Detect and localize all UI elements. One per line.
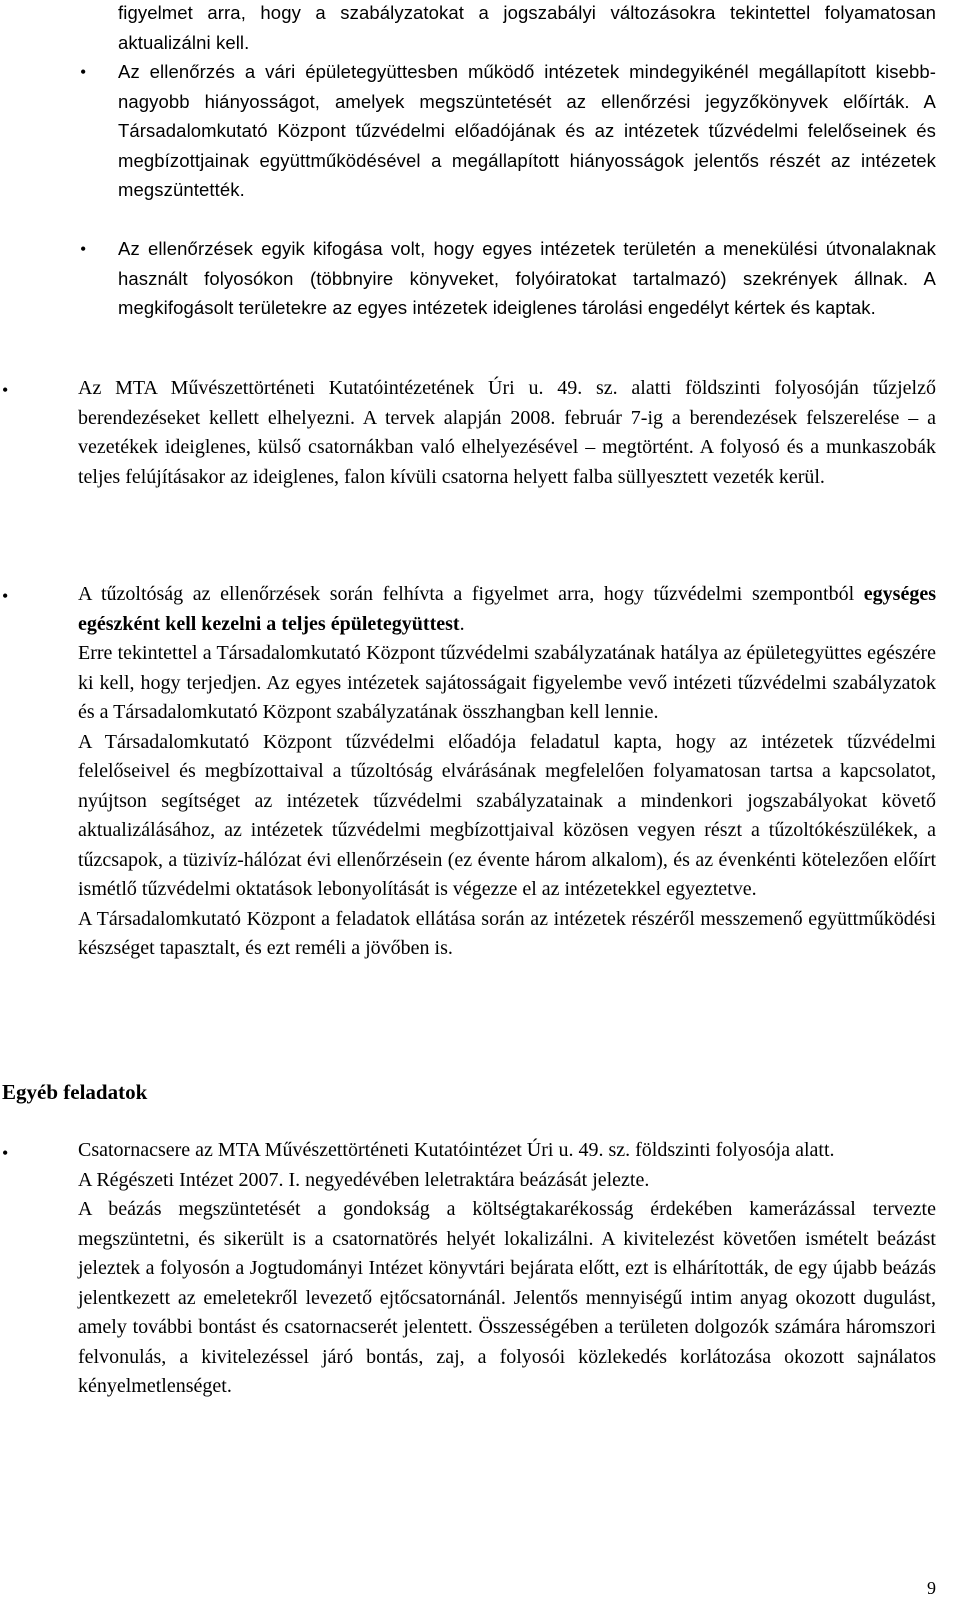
list-item [78, 580, 936, 964]
paragraph: A beázás megszüntetését a gondokság a költségtakarékosság érdekében kamerázással tervezte megszüntetni, és sikerült is a csatornatörés helyét lokalizálni. A kivitelezést követően ismételt beázást jeleztek a folyosón a Jogtudományi Intézet könyvtári bejárata előtt, ezt is elhárították, de egy újabb beázás jelentkezett az emeletekről levezető ejtőcsatornánál. Jelentős mennyiségű intim anyag okozott dugulást, amely további bontást és csatornacserét jelentett. Összességében a területen dolgozók számára háromszori felvonulás, a kivitelezéssel járó bontás, zaj, a folyosói közlekedés korlátozása okozott sajnálatos kényelmetlenséget. [78, 1198, 936, 1397]
list-item [118, 57, 936, 205]
paragraph: A Társadalomkutató Központ a feladatok ellátása során az intézetek részéről messzemenő együttműködési készséget tapasztalt, és ezt reméli a jövőben is. [78, 907, 936, 959]
paragraph: A Régészeti Intézet 2007. I. negyedévében leletraktára beázását jelezte. [78, 1168, 650, 1191]
list-item-text: A Társadalomkutató Központ tűzvédelmi előadójának és az intézetek tűzvédelmi felelőseinek és megbízottjainak együttműködésével a megállapított hiányosságok jelentős részét az intézetek megszüntették. [118, 90, 936, 200]
paragraph [78, 580, 936, 639]
paragraph: A Társadalomkutató Központ tűzvédelmi előadója feladatul kapta, hogy az intézetek tűzvédelmi felelőseivel és megbízottaival a tűzoltóság elvárásának megfelelően folyamatosan tartsa a kapcsolatot, nyújtson segítséget az intézetek tűzvédelmi szabályzatainak a mindenkori jogszabályokat követő aktualizálásához, az intézetek tűzvédelmi megbízottjaival közösen vegyen részt a tűzoltókészülékek, a tűzcsapok, a tüzivíz-hálózat évi ellenőrzésein (ez évente három alkalom), és az évenkénti kötelezően előírt ismétlő tűzvédelmi oktatások lebonyolítását is végezze el az intézetekkel egyeztetve. [78, 730, 936, 900]
paragraph: Erre tekintettel a Társadalomkutató Központ tűzvédelmi szabályzatának hatálya az épületegyüttes egészére ki kell, hogy terjedjen. Az egyes intézetek sajátosságait figyelembe vevő intézeti tűzvédelmi szabályzatok és a Társadalomkutató Központ szabályzatának összhangban kell lennie. [78, 642, 936, 723]
paragraph-text: A tűzoltóság az ellenőrzések során felhívta a figyelmet arra, hogy tűzvédelmi szempontból [78, 583, 864, 605]
bullet-icon: • [2, 586, 9, 606]
emphasis-text: egységes egészként kell kezelni a teljes épületegyüttest [78, 583, 936, 635]
page-number: 9 [927, 1578, 936, 1598]
paragraph-text: . [459, 612, 465, 635]
bullet-icon: • [2, 380, 9, 400]
section-heading: Egyéb feladatok [2, 1080, 148, 1104]
list-item-text: Az ellenőrzés a vári épületegyüttesben működő intézetek mindegyikénél megállapított kisebb-nagyobb hiányosságot, amelyek megszüntetését az ellenőrzési jegyzőkönyvek előírták. [118, 61, 936, 112]
list-item [78, 1136, 936, 1402]
bullet-icon: • [80, 62, 87, 82]
list-item: Az ellenőrzések egyik kifogása volt, hogy egyes intézetek területén a menekülési útvonalaknak használt folyosókon (többnyire könyveket, folyóiratokat tartalmazó) szekrények állnak. A megkifogásolt területekre az egyes intézetek ideiglenes tárolási engedélyt kértek és kaptak. [118, 238, 936, 318]
list-item: Az MTA Művészettörténeti Kutatóintézetének Úri u. 49. sz. alatti földszinti folyosóján tűzjelző berendezéseket kellett elhelyezni. A tervek alapján 2008. február 7-ig a berendezések felszerelése – a vezetékek ideiglenes, külső csatornákban való elhelyezésével – megtörtént. A folyosó és a munkaszobák teljes felújításakor az ideiglenes, falon kívüli csatorna helyett falba süllyesztett vezeték kerül. [78, 377, 936, 488]
bullet-icon: • [2, 1143, 9, 1163]
bullet-icon: • [80, 239, 87, 259]
intro-continuation: figyelmet arra, hogy a szabályzatokat a jogszabályi változásokra tekintettel folyamatosan aktualizálni kell. [118, 2, 936, 53]
paragraph: Csatornacsere az MTA Művészettörténeti Kutatóintézet Úri u. 49. sz. földszinti folyosója alatt. [78, 1139, 835, 1161]
